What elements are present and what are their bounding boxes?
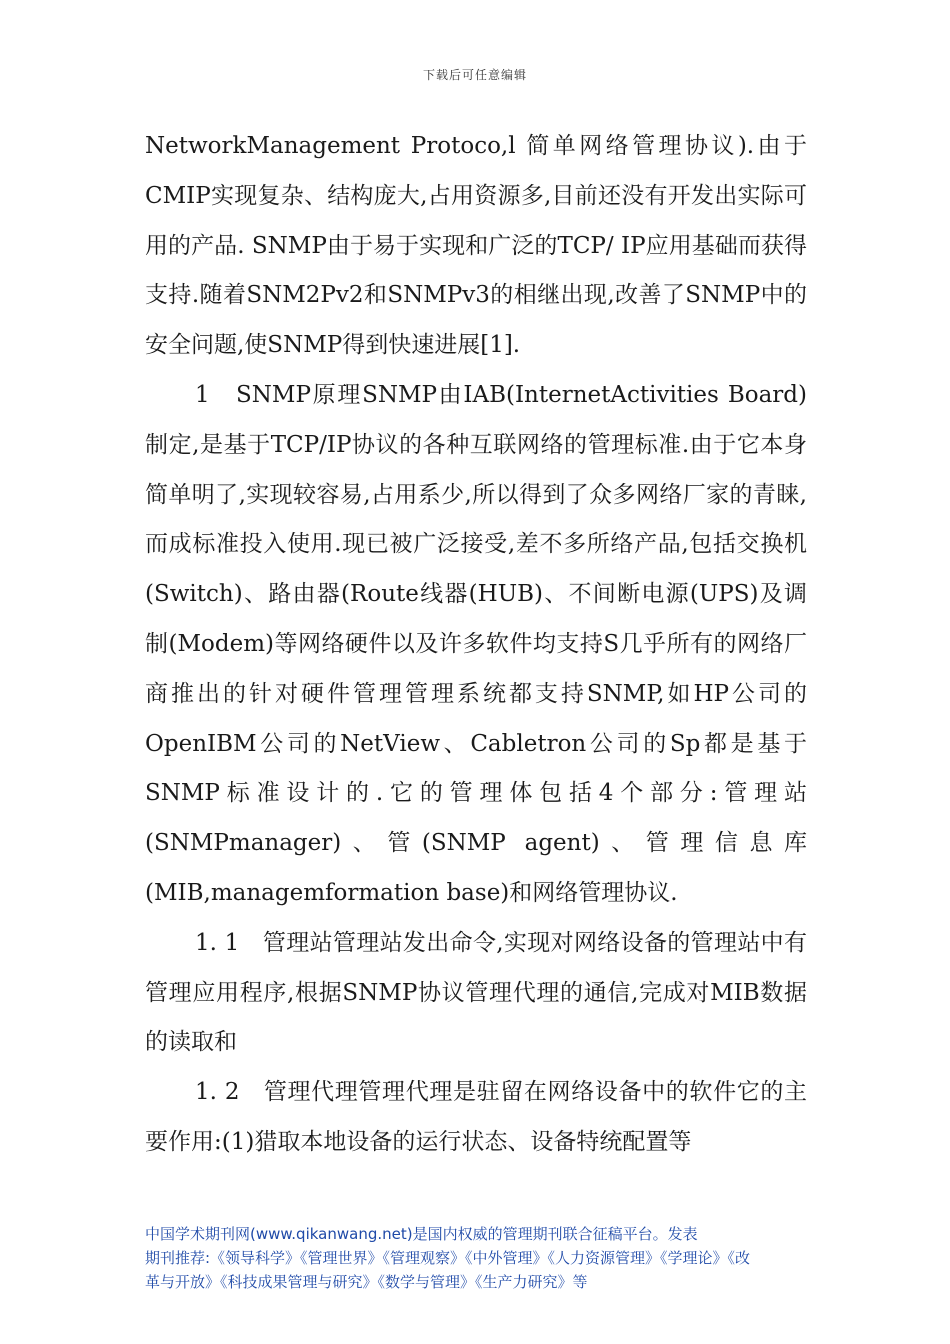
header-note: 下载后可任意编辑 — [422, 68, 527, 82]
footer-line: 中国学术期刊网(www.qikanwang.net)是国内权威的管理期刊联合征稿平台。发表 — [145, 1225, 698, 1243]
document-body — [145, 122, 807, 1168]
footer-line: 革与开放》《科技成果管理与研究》《数学与管理》《生产力研究》等 — [145, 1273, 588, 1291]
paragraph-snmp-principle: 1 SNMP原理SNMP由IAB(InternetActivities Board)制定,是基于TCP/IP协议的各种互联网络的管理标准.由于它本身简单明了,实现较容易,占用系少,所以得到了众多网络厂家的青睐,而成标准投入使用.现已被广泛接受,差不多所络产品,包括交换机(Switch)、路由器(Route线器(HUB)、不间断电源(UPS)及调制(Modem)等网络硬件以及许多软件均支持S几乎所有的网络厂商推出的针对硬件管理管理系统都支持SNMP,如HP公司的OpenIBM公司的NetView、Cabletron公司的Sp都是基于SNMP标准设计的.它的管理体包括4个部分:管理站(SNMPmanager)、管(SNMP agent)、管理信息库(MIB,managemformation base)和网络管理协议. — [145, 381, 807, 906]
footer-advertisement — [145, 1222, 825, 1294]
footer-line: 期刊推荐:《领导科学》《管理世界》《管理观察》《中外管理》《人力资源管理》《学理论》《改 — [145, 1249, 751, 1267]
paragraph-intro: NetworkManagement Protoco,l 简单网络管理协议).由于CMIP实现复杂、结构庞大,占用资源多,目前还没有开发出实际可用的产品. SNMP由于易于实现和广泛的TCP/ IP应用基础而获得支持.随着SNM2Pv2和SNMPv3的相继出现,改善了SNMP中的安全问题,使SNMP得到快速进展[1]. — [145, 133, 807, 359]
paragraph-management-agent: 1. 2 管理代理管理代理是驻留在网络设备中的软件它的主要作用:(1)猎取本地设备的运行状态、设备特统配置等 — [145, 1079, 807, 1155]
paragraph-management-station: 1. 1 管理站管理站发出命令,实现对网络设备的管理站中有管理应用程序,根据SNMP协议管理代理的通信,完成对MIB数据的读取和 — [145, 929, 807, 1056]
